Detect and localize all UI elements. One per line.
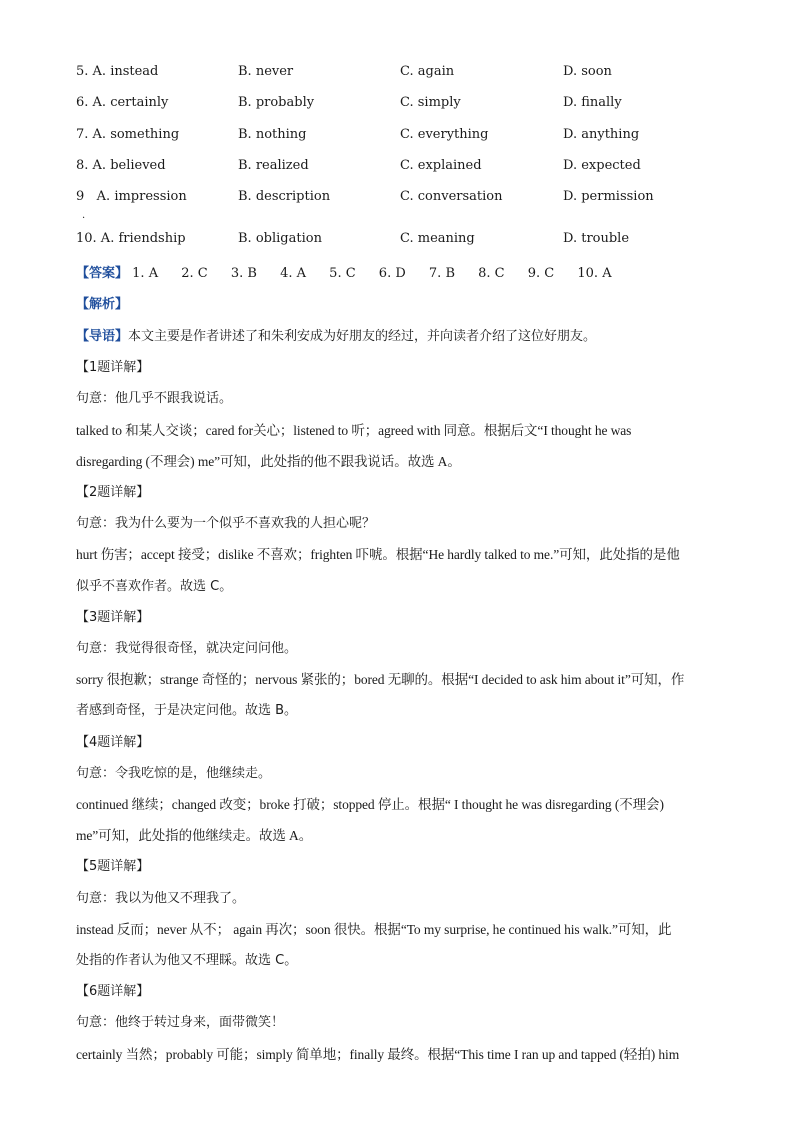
option-c: C. everything (400, 127, 489, 142)
sentence-meaning-line: 处指的作者认为他又不理睬。故选 C。 (76, 953, 298, 968)
answer-item: 10. A (577, 266, 612, 281)
sentence-meaning-line: 似乎不喜欢作者。故选 C。 (76, 579, 233, 594)
explanation-line: talked to 和某人交谈；cared for关心；listened to 听；agreed with 同意。根据后文“I thought he was (76, 423, 632, 438)
section-heading: 【3题详解】 (76, 610, 150, 625)
answer-item: 3. B (230, 266, 257, 281)
answer-item: 4. A (280, 266, 307, 281)
answer-row (76, 262, 631, 281)
guide-paragraph (76, 325, 716, 344)
explanation-line: disregarding (不理会) me”可知，此处指的他不跟我说话。故选 A。 (76, 454, 461, 469)
section-heading: 【5题详解】 (76, 859, 150, 874)
sentence-meaning-line: 句意：令我吃惊的是，他继续走。 (76, 766, 272, 781)
option-b: B. description (238, 189, 331, 204)
explanation-line: instead 反而；never 从不； again 再次；soon 很快。根据“To my surprise, he continued his walk.”可知，此 (76, 922, 672, 937)
option-d: D. soon (563, 64, 612, 79)
answer-label: 【答案】 (76, 266, 129, 281)
option-b: B. obligation (238, 231, 322, 246)
option-d: D. anything (563, 127, 640, 142)
section-heading: 【2题详解】 (76, 485, 150, 500)
option-row-q9 (0, 189, 794, 211)
option-c: C. explained (400, 158, 482, 173)
option-b: B. realized (238, 158, 309, 173)
answer-item: 1. A (132, 266, 159, 281)
answer-item: 2. C (181, 266, 208, 281)
explanation-line: me”可知，此处指的他继续走。故选 A。 (76, 828, 313, 843)
answer-item: 7. B (428, 266, 455, 281)
answer-item: 9. C (527, 266, 555, 281)
option-a: 5. A. instead (76, 64, 159, 79)
option-row-q8 (0, 158, 794, 180)
section-heading: 【1题详解】 (76, 360, 150, 375)
option-row-q5 (0, 64, 794, 86)
option-row-q6 (0, 95, 794, 117)
explanation-line: certainly 当然；probably 可能；simply 简单地；finally 最终。根据“This time I ran up and tapped (轻拍) him (76, 1047, 680, 1062)
option-a: 9 A. impression (76, 189, 187, 204)
explanation-line: hurt 伤害；accept 接受；dislike 不喜欢；frighten 吓唬。根据“He hardly talked to me.”可知，此处指的是他 (76, 547, 680, 562)
option-d: D. expected (563, 158, 641, 173)
option-d: D. permission (563, 189, 654, 204)
guide-text: 本文主要是作者讲述了和朱利安成为好朋友的经过，并向读者介绍了这位好朋友。 (128, 329, 597, 344)
option-b: B. nothing (238, 127, 307, 142)
option-a: 10. A. friendship (76, 231, 186, 246)
option-a: 6. A. certainly (76, 95, 169, 110)
sentence-meaning-line: 句意：我为什么要为一个似乎不喜欢我的人担心呢？ (76, 516, 376, 531)
option-d: D. trouble (563, 231, 630, 246)
sentence-meaning-line: 句意：我以为他又不理我了。 (76, 891, 246, 906)
option-b: B. never (238, 64, 294, 79)
option-a: 7. A. something (76, 127, 180, 142)
section-heading: 【6题详解】 (76, 984, 150, 999)
analysis-heading: 【解析】 (76, 297, 129, 312)
option-c: C. conversation (400, 189, 503, 204)
option-row-q10 (0, 231, 794, 253)
option-c: C. simply (400, 95, 461, 110)
sentence-meaning-line: 句意：他终于转过身来，面带微笑！ (76, 1015, 285, 1030)
answer-item: 5. C (329, 266, 356, 281)
answer-item: 6. D (378, 266, 406, 281)
stray-dot-mark: . (82, 210, 86, 221)
option-d: D. finally (563, 95, 622, 110)
guide-label: 【导语】 (76, 329, 129, 344)
sentence-meaning-line: 句意：我觉得很奇怪，就决定问问他。 (76, 641, 298, 656)
explanation-line: continued 继续；changed 改变；broke 打破；stopped 停止。根据“ I thought he was disregarding (不理会) (76, 797, 664, 812)
section-heading: 【4题详解】 (76, 735, 150, 750)
sentence-meaning-line: 者感到奇怪，于是决定问他。故选 B。 (76, 703, 298, 718)
option-b: B. probably (238, 95, 315, 110)
option-a: 8. A. believed (76, 158, 166, 173)
option-c: C. again (400, 64, 455, 79)
option-c: C. meaning (400, 231, 475, 246)
sentence-meaning-line: 句意：他几乎不跟我说话。 (76, 391, 233, 406)
answer-item: 8. C (478, 266, 505, 281)
option-row-q7 (0, 127, 794, 149)
explanation-line: sorry 很抱歉；strange 奇怪的；nervous 紧张的；bored 无聊的。根据“I decided to ask him about it”可知，作 (76, 672, 685, 687)
